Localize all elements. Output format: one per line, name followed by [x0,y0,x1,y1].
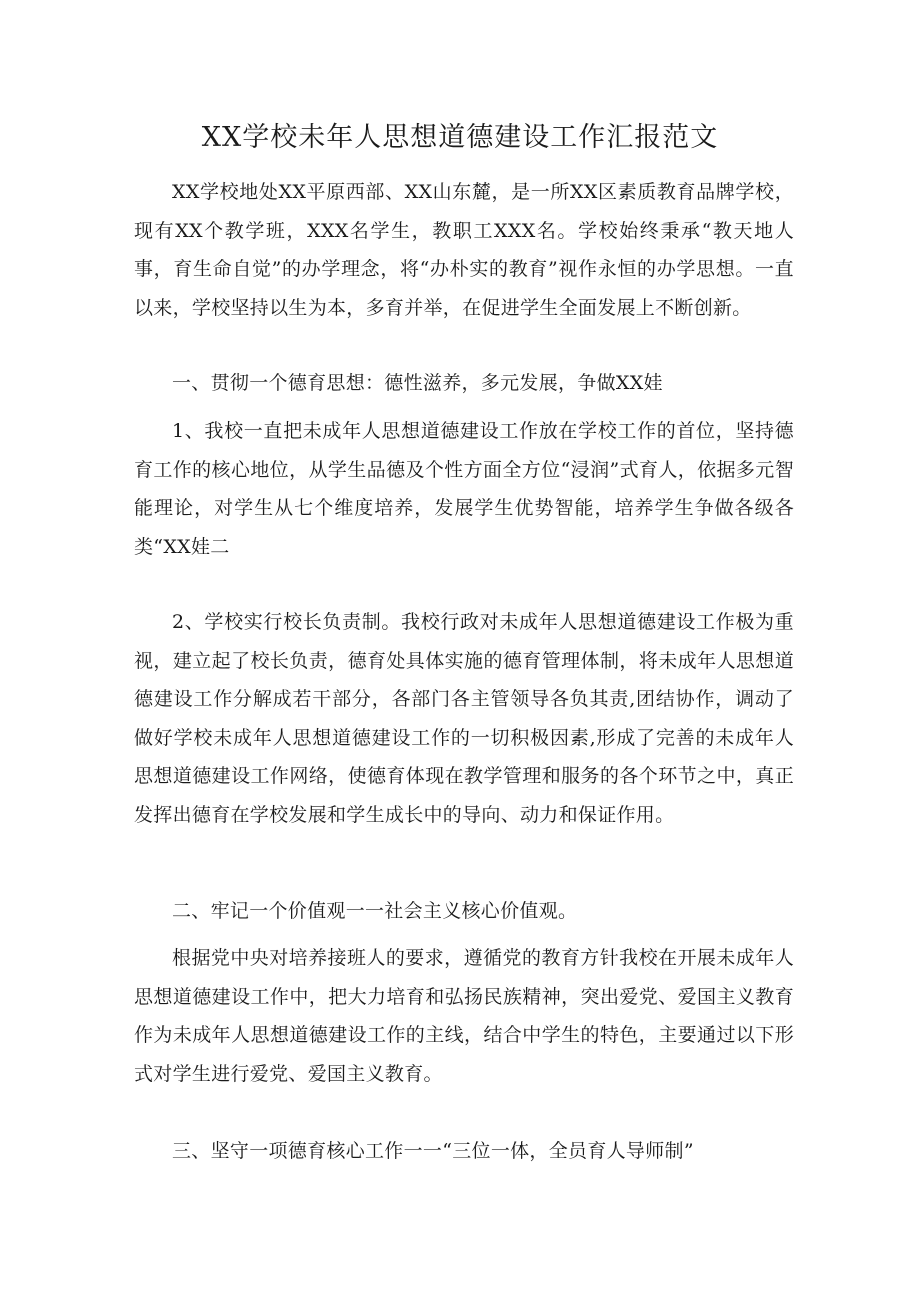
section-1-item-2: 2、学校实行校长负责制。我校行政对未成年人思想道德建设工作极为重视，建立起了校长负责，德育处具体实施的德育管理体制，将未成年人思想道德建设工作分解成若干部分，各部门各主管领导各负其责,团结协作，调动了做好学校未成年人思想道德建设工作的一切积极因素,形成了完善的未成年人思想道德建设工作网络，使德育体现在教学管理和服务的各个环节之中，真正发挥出德育在学校发展和学生成长中的导向、动力和保证作用。 [134,611,794,826]
section-2-heading: 二、牢记一个价值观一一社会主义核心价值观。 [172,900,578,922]
intro-paragraph: XX学校地处XX平原西部、XX山东麓，是一所XX区素质教育品牌学校，现有XX个教学班，XXX名学生，教职工XXX名。学校始终秉承“教天地人事，育生命自觉”的办学理念，将“办朴实的教育”视作永恒的办学思想。一直以来，学校坚持以生为本，多育并举，在促进学生全面发展上不断创新。 [134,181,794,319]
section-1-item-1: 1、我校一直把未成年人思想道德建设工作放在学校工作的首位，坚持德育工作的核心地位，从学生品德及个性方面全方位“浸润”式育人，依据多元智能理论，对学生从七个维度培养，发展学生优势智能，培养学生争做各级各类“XX娃二 [134,420,794,558]
document-title: XX学校未年人思想道德建设工作汇报范文 [201,122,719,153]
section-3-heading: 三、坚守一项德育核心工作一一“三位一体，全员育人导师制” [172,1140,694,1162]
section-2-body: 根据党中央对培养接班人的要求，遵循党的教育方针我校在开展未成年人思想道德建设工作中，把大力培育和弘扬民族精神，突出爱党、爱国主义教育作为未成年人思想道德建设工作的主线，结合中学生的特色，主要通过以下形式对学生进行爱党、爱国主义教育。 [134,947,794,1085]
section-1-heading: 一、贯彻一个德育思想：德性滋养，多元发展，争做XX娃 [172,372,663,394]
